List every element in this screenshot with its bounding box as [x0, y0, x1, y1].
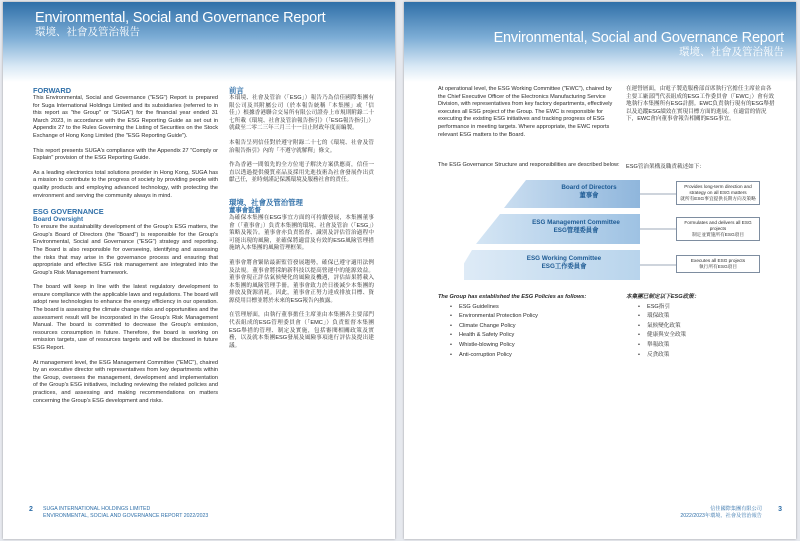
forward-paragraph-3: As a leading electronics total solutions provider in Hong Kong, SUGA has a mission to contribute to the progress of society by providing people with quality products and employing advanced technology, with protecting the environment and serving the community always in mind.: [33, 169, 218, 199]
policies-section-zh: [626, 293, 776, 360]
tier-ewc-desc-zh: 執行所有ESG項目: [698, 264, 738, 269]
tier-emc-name: ESG Management Committee: [532, 219, 620, 226]
report-title: Environmental, Social and Governance Report: [493, 30, 784, 46]
header-banner: [3, 2, 395, 82]
header-banner: [404, 2, 796, 82]
policy-item: • Anti-corruption Policy: [450, 351, 618, 361]
forward-heading-zh: 前言: [229, 86, 244, 95]
page-number: 3: [778, 506, 782, 514]
tier-board-description: [676, 181, 760, 205]
footer-report-name: ENVIRONMENTAL, SOCIAL AND GOVERNANCE REPORT 2022/2023: [43, 512, 209, 519]
page-footer: [29, 506, 209, 519]
english-column: [33, 86, 218, 412]
governance-paragraph-2: The board will keep in line with the latest regulatory development to ensure compliance with the applicable laws and regulations. The board will adopt new technologies to enhance the energy efficiency in our operation. The board is assessing the climate change risks and opportunities and the assessment result will be incorporated in the Group's Risk Management Manual. The board is committed to decrease the Group's emission, resources consumption in future. Therefore, the board is working on emission targets, use of resources targets and will be disclosed in future ESG Report.: [33, 284, 218, 352]
policy-item: • Health & Safety Policy: [450, 331, 618, 341]
tier-emc-name-zh: ESG管理委員會: [553, 227, 599, 234]
tier-board-name: Board of Directors: [561, 184, 617, 191]
esg-governance-heading-zh: 環境、社會及管治管理: [229, 197, 303, 207]
policies-list: [450, 303, 618, 361]
policies-list-zh: [638, 303, 776, 361]
tier-board-desc: Provides long-term direction and strategy on all ESG matters: [684, 184, 752, 195]
tier-emc: [508, 219, 644, 235]
ewc-paragraph-zh: 在運營層面，由電子製造服務部首席執行官擔任主席並由各主要工廠部門代表組成的ESG工作委員會（「EWC」）會有效地執行本集團所有ESG計劃。EWC負責執行現有的ESG舉措以及追蹤ESG績效在實現目標方面的進展。在適當的情況下，EWC會向董事會報告相關的ESG事宜。: [626, 86, 775, 123]
governance-paragraph-1: To ensure the sustainability development of the Group's ESG matters, the Group's Board of Directors (the "Board") is responsible for the Group's Environmental, Social and Governance ("ESG") strategy and reporting. The Board is also responsible for overseeing, identifying and assessing the risks that may arise in the governance process and ensuring that appropriate and effective ESG risk management are integrated into the Group's Risk Management framework.: [33, 224, 218, 276]
report-title: Environmental, Social and Governance Report: [35, 10, 326, 26]
page-footer: [680, 506, 782, 519]
tier-ewc-description: [676, 255, 760, 273]
policy-item-zh: • 反貪政策: [638, 351, 776, 361]
chinese-column: [229, 86, 374, 357]
ewc-paragraph: At operational level, the ESG Working Committee ("EWC"), chaired by the Chief Executive Officer of the Electronics Manufacturing Service Division, with representatives from key factory departments, effectively executes all ESG project of the Group. The EWC is responsible for executing the existing ESG initiatives and tracking progress of ESG performance in meeting targets. Where appropriate, the EWC reports relevant ESG matters to the Board.: [438, 86, 613, 138]
forward-paragraph-1: This Environmental, Social and Governance ("ESG") Report is prepared for Suga International Holdings Limited and its subsidiaries (referred to in this report as "the Group" or "SUGA") for the financial year ended 31 March 2023, in accordance with the ESG Reporting Guide as set out in Appendix 27 to the Rules Governing the Listing of Securities on the Stock Exchange of Hong Kong Limited (the "ESG Reporting Guide").: [33, 95, 218, 139]
page-2: [3, 2, 395, 539]
footer-company: 信佳國際集團有限公司: [710, 506, 762, 513]
tier-ewc-desc: Executes all ESG projects: [690, 258, 746, 263]
policy-item-zh: • 舉報政策: [638, 341, 776, 351]
policies-heading: The Group has established the ESG Policies as follows:: [438, 294, 587, 300]
report-title-zh: 環境、社會及管治報告: [35, 26, 140, 38]
governance-paragraph-2-zh: 董事會將會緊貼最新監管發展趨勢，確保已遵守適用法例及法規。董事會將採納新科技以提高營運中的能源效益。董事會現正評估氣候變化的風險及機遇，評估結果將載入本集團的風險管理手冊。董事會致力於日後減少本集團的排放及資源消耗。因此，董事會正努力達成排放目標、資源使用目標並將於未來的ESG報告內披露。: [229, 259, 374, 304]
page-number: 2: [29, 506, 33, 514]
forward-heading: FORWARD: [33, 86, 72, 95]
policy-item-zh: • 氣候變化政策: [638, 322, 776, 332]
policy-item-zh: • 環保政策: [638, 312, 776, 322]
tier-ewc-name: ESG Working Committee: [526, 255, 602, 262]
policy-item: • Climate Change Policy: [450, 322, 618, 332]
policy-item: • Whistle-blowing Policy: [450, 341, 618, 351]
tier-board-desc-zh: 就所有ESG事宜提供長期方向及策略: [680, 196, 756, 201]
forward-paragraph-3-zh: 作為香港一間領先的全方位電子解決方案供應商，信佳一直以透過提供優質產品及採用先進技術為社會發展作出貢獻己任，並時刻謹記保護環境及服務社會的責任。: [229, 162, 374, 184]
tier-ewc-name-zh: ESG工作委員會: [541, 263, 587, 270]
tier-board: [534, 184, 644, 200]
policy-item-zh: • 健康與安全政策: [638, 331, 776, 341]
tier-emc-desc: Formulates and delivers all ESG projects: [684, 220, 752, 231]
policy-item-zh: • ESG指引: [638, 303, 776, 313]
forward-paragraph-2: This report presents SUGA's compliance with the Appendix 27 "Comply or Explain" provision of the ESG Reporting Guide.: [33, 147, 218, 162]
board-oversight-heading: Board Oversight: [33, 216, 84, 224]
forward-paragraph-2-zh: 本報告呈列信佳對於遵守附錄二十七的《環境、社會及管治報告指引》內的「不遵守就解釋」條文。: [229, 139, 374, 154]
board-oversight-heading-zh: 董事會監督: [229, 206, 261, 214]
report-title-zh: 環境、社會及管治報告: [679, 46, 784, 58]
tier-ewc: [484, 255, 644, 271]
tier-board-name-zh: 董事會: [579, 192, 599, 199]
footer-company: SUGA INTERNATIONAL HOLDINGS LIMITED: [43, 506, 151, 513]
tier-emc-desc-zh: 制定並實施所有ESG項目: [691, 232, 745, 237]
esg-governance-heading: ESG GOVERNANCE: [33, 207, 104, 217]
structure-intro-zh: ESG管治架構及職責載述如下：: [626, 164, 705, 170]
policies-heading-zh: 本集團已制定以下ESG政策：: [626, 294, 700, 300]
policies-section: [438, 293, 618, 360]
page-3: [404, 2, 796, 539]
policy-item: • ESG Guidelines: [450, 303, 618, 313]
structure-intro: The ESG Governance Structure and responsibilities are described below:: [438, 162, 620, 168]
forward-paragraph-1-zh: 本環境、社會及管治（「ESG」）報告乃為信佳國際集團有限公司及其附屬公司（於本報告統稱「本集團」或「信佳」）根據香港聯合交易所有限公司證券上市規則附錄二十七所載《環境、社會及管治報告指引》（「ESG報告指引」）就截至二零二三年三月三十一日止財政年度而編製。: [229, 95, 374, 132]
governance-paragraph-3-zh: 在管理層面，由執行董事擔任主席並由本集團各主要部門代表組成的ESG管理委員會（「EMC」）負責監督本集團ESG舉措的管理、制定及實施，包括審閱相關政策及實務，以及就本集團ESG發展及風險事項進行評估及提出建議。: [229, 312, 374, 349]
tier-emc-description: [676, 217, 760, 241]
governance-paragraph-3: At management level, the ESG Management Committee ("EMC"), chaired by an executive director with representatives from key departments within the Group, oversees the management, development and implementation of the Group's ESG initiatives, including reviewing the related policies and practices, and assessing and making recommendations on matters concerning the Group's ESG development and risks.: [33, 359, 218, 404]
policy-item: • Environmental Protection Policy: [450, 312, 618, 322]
governance-paragraph-1-zh: 為確保本集團在ESG事宜方面的可持續發展，本集團董事會（「董事會」）負責本集團的環境、社會及管治（「ESG」）策略及報告。董事會亦負責監督、識別及評估管治過程中可能出現的風險，並確保將適當及有效的ESG風險管理措施納入本集團的風險管理框架。: [229, 214, 374, 252]
footer-report-name: 2022/2023年環境、社會及管治報告: [680, 512, 762, 519]
governance-pyramid: [464, 172, 774, 287]
